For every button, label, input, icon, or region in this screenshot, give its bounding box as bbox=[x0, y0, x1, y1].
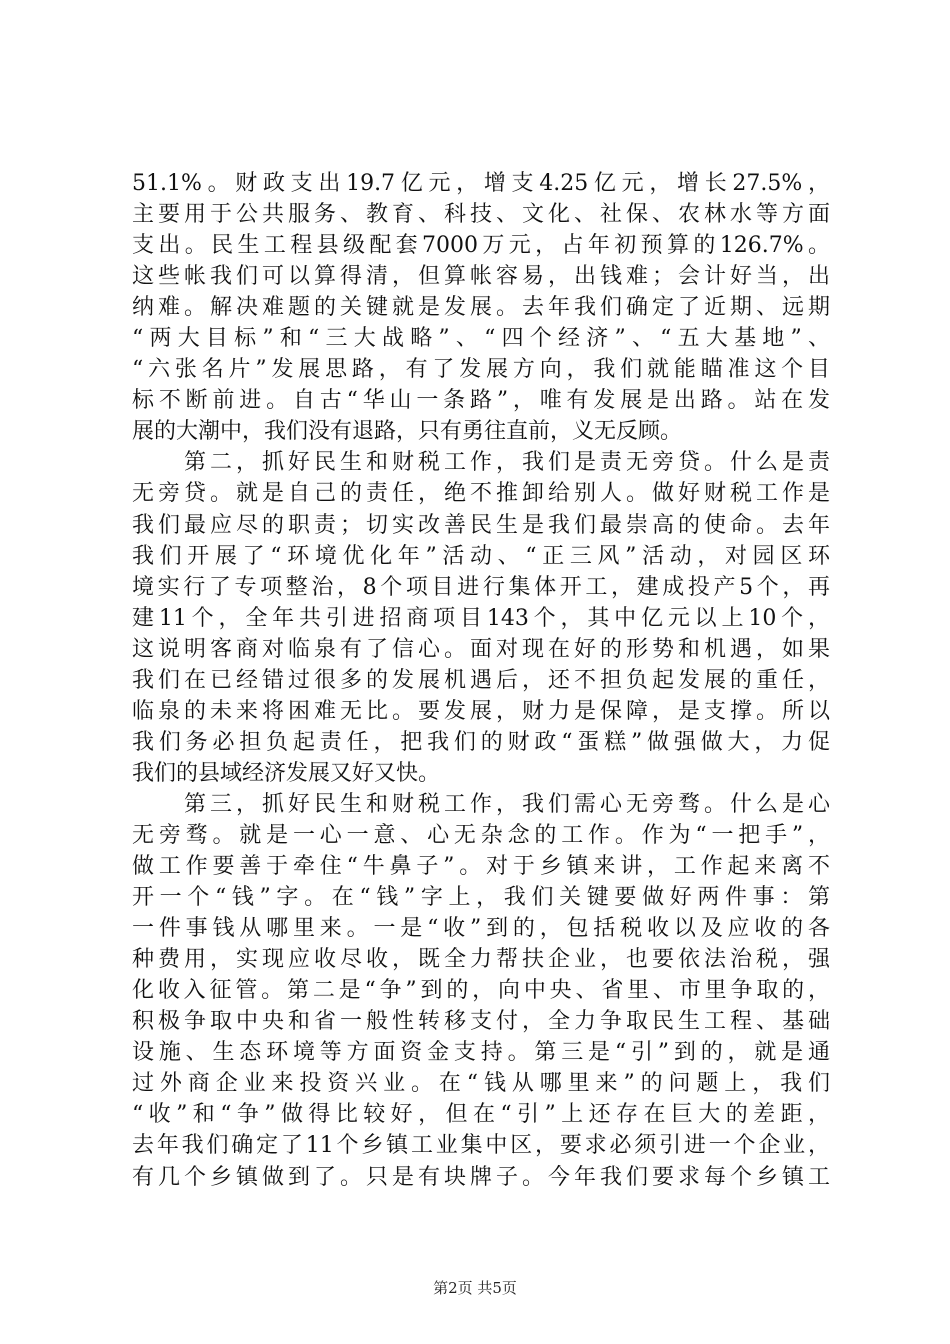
text-line: 51.1%。财政支出19.7亿元，增支4.25亿元，增长27.5%， bbox=[132, 171, 830, 196]
text-line: 纳难。解决难题的关键就是发展。去年我们确定了近期、远期 bbox=[132, 295, 830, 321]
text-line: 设施、生态环境等方面资金支持。第三是“引”到的，就是通 bbox=[132, 1040, 830, 1066]
text-line: 我们最应尽的职责；切实改善民生是我们最崇高的使命。去年 bbox=[132, 512, 830, 538]
text-line: 过外商企业来投资兴业。在“钱从哪里来”的问题上，我们 bbox=[132, 1071, 830, 1097]
document-body bbox=[132, 168, 830, 1193]
text-line: 支出。民生工程县级配套7000万元，占年初预算的126.7%。 bbox=[132, 233, 830, 259]
text-line: 我们在已经错过很多的发展机遇后，还不担负起发展的重任， bbox=[132, 667, 830, 693]
text-line: 积极争取中央和省一般性转移支付，全力争取民生工程、基础 bbox=[132, 1009, 830, 1035]
text-line: 第三，抓好民生和财税工作，我们需心无旁骛。什么是心 bbox=[132, 791, 830, 817]
text-line: 这说明客商对临泉有了信心。面对现在好的形势和机遇，如果 bbox=[132, 636, 830, 662]
text-line: 无旁贷。就是自己的责任，绝不推卸给别人。做好财税工作是 bbox=[132, 481, 830, 507]
text-line: 种费用，实现应收尽收，既全力帮扶企业，也要依法治税，强 bbox=[132, 947, 830, 973]
text-line: “六张名片”发展思路，有了发展方向，我们就能瞄准这个目 bbox=[132, 357, 830, 383]
text-line: 我们的县域经济发展又好又快。 bbox=[132, 760, 441, 786]
text-line: 去年我们确定了11个乡镇工业集中区，要求必须引进一个企业， bbox=[132, 1133, 830, 1159]
text-line: 这些帐我们可以算得清，但算帐容易，出钱难；会计好当，出 bbox=[132, 264, 830, 290]
page-footer: 第2页 共5页 bbox=[433, 1279, 517, 1297]
text-line: 无旁骛。就是一心一意、心无杂念的工作。作为“一把手”， bbox=[132, 822, 830, 848]
text-line: 境实行了专项整治，8个项目进行集体开工，建成投产5个，再 bbox=[132, 574, 830, 600]
text-line: 第二，抓好民生和财税工作，我们是责无旁贷。什么是责 bbox=[132, 450, 830, 476]
text-line: 我们务必担负起责任，把我们的财政“蛋糕”做强做大，力促 bbox=[132, 729, 830, 755]
text-line: “收”和“争”做得比较好，但在“引”上还存在巨大的差距， bbox=[132, 1102, 830, 1128]
text-line: “两大目标”和“三大战略”、“四个经济”、“五大基地”、 bbox=[132, 326, 830, 352]
text-line: 有几个乡镇做到了。只是有块牌子。今年我们要求每个乡镇工 bbox=[132, 1164, 830, 1190]
text-line: 一件事钱从哪里来。一是“收”到的，包括税收以及应收的各 bbox=[132, 916, 830, 942]
text-line: 标不断前进。自古“华山一条路”，唯有发展是出路。站在发 bbox=[132, 388, 830, 414]
text-line: 化收入征管。第二是“争”到的，向中央、省里、市里争取的， bbox=[132, 978, 830, 1004]
text-line: 展的大潮中，我们没有退路，只有勇往直前，义无反顾。 bbox=[132, 419, 683, 445]
text-line: 我们开展了“环境优化年”活动、“正三风”活动，对园区环 bbox=[132, 543, 830, 569]
text-line: 主要用于公共服务、教育、科技、文化、社保、农林水等方面 bbox=[132, 202, 830, 228]
text-line: 开一个“钱”字。在“钱”字上，我们关键要做好两件事：第 bbox=[132, 885, 830, 911]
text-line: 建11个，全年共引进招商项目143个，其中亿元以上10个， bbox=[132, 605, 830, 631]
text-line: 临泉的未来将困难无比。要发展，财力是保障，是支撑。所以 bbox=[132, 698, 830, 724]
text-line: 做工作要善于牵住“牛鼻子”。对于乡镇来讲，工作起来离不 bbox=[132, 854, 830, 880]
